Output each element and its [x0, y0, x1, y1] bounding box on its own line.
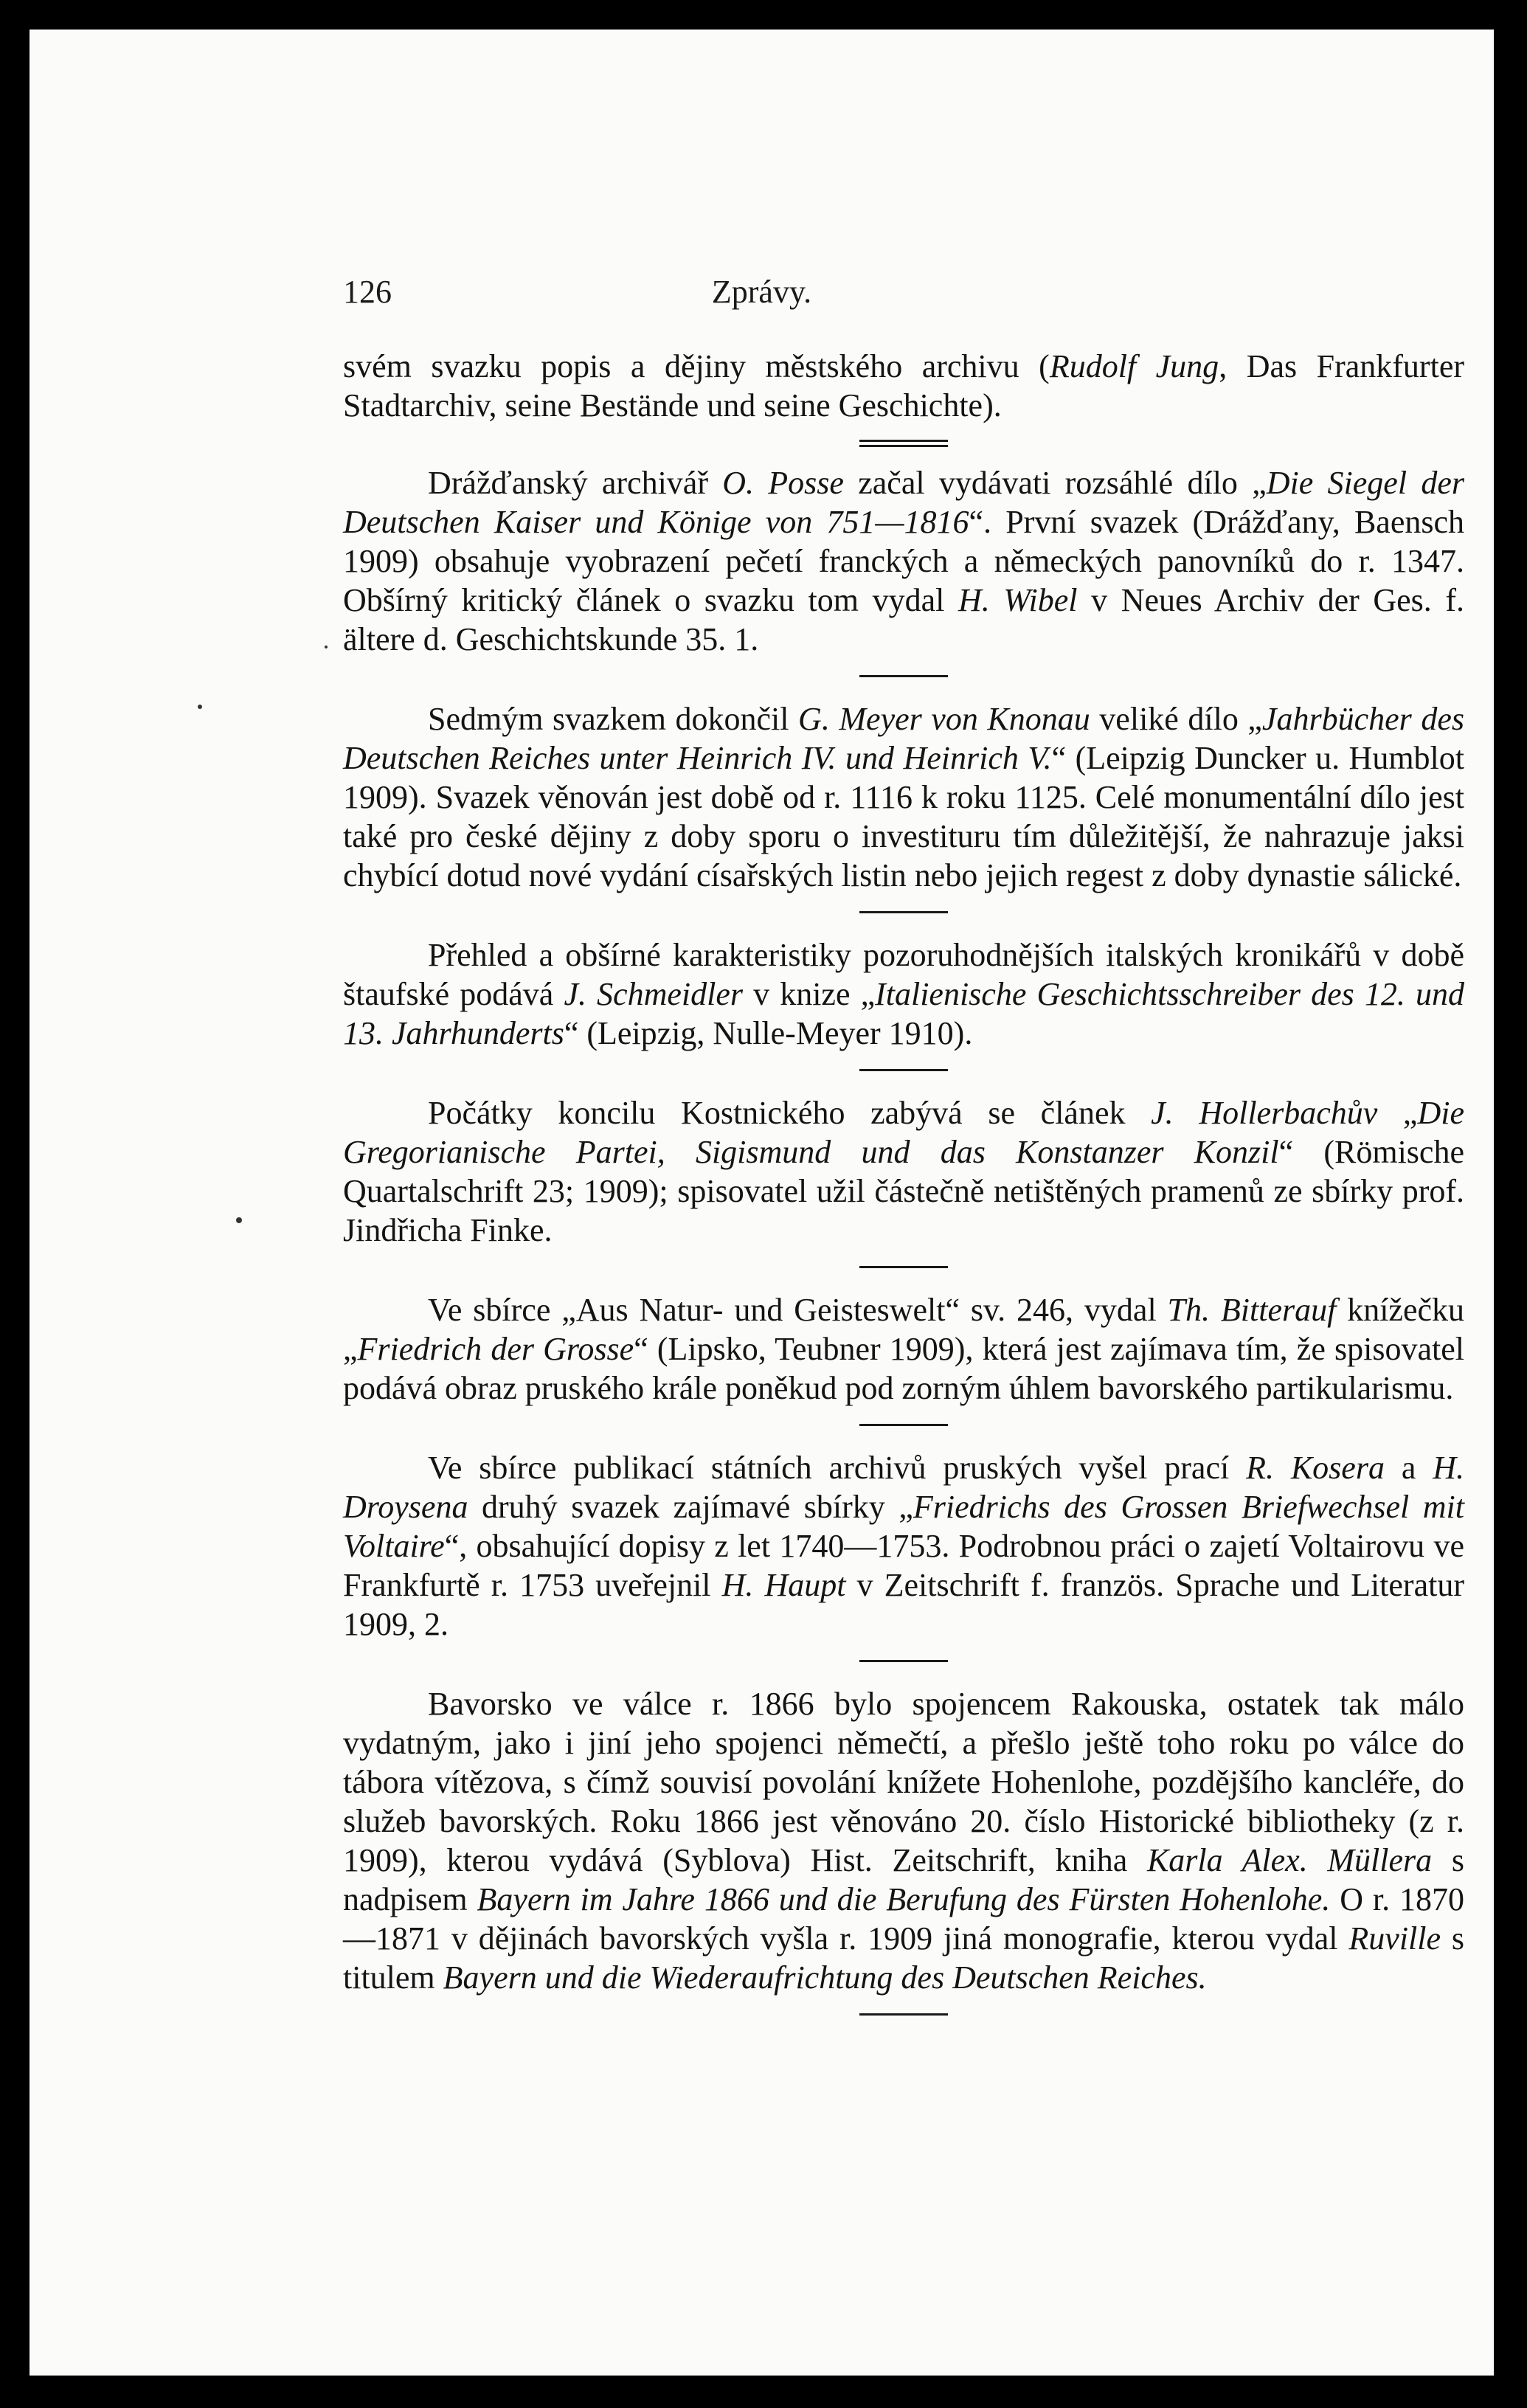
- rule-divider: [859, 1069, 948, 1071]
- text-run: druhý svazek zajímavé sbírky „: [468, 1489, 913, 1525]
- book-title: Bayern im Jahre 1866 und die Berufung des Fürsten Hohenlohe.: [477, 1881, 1331, 1917]
- paragraph-friedrich-der-grosse: [343, 1290, 1464, 1408]
- text-run: “. První svazek (Drážďany, Baensch 1909) obsahuje vyobrazení pečetí franckých a německých panovníků do r. 1347. Obšírný kritický článek o svazku tom vydal: [343, 504, 1465, 618]
- text-run: a: [1384, 1450, 1433, 1486]
- text-run: Počátky koncilu Kostnického zabývá se článek: [428, 1095, 1152, 1131]
- author-name: J. Schmeidler: [564, 976, 743, 1012]
- rule-divider: [859, 2013, 948, 2016]
- text-run: Ve sbírce „Aus Natur- und Geisteswelt“ sv. 246, vydal: [428, 1292, 1168, 1328]
- text-run: O r. 1870—1871 v dějinách bavorských vyšla r. 1909 jiná monografie, kterou vydal: [343, 1881, 1465, 1957]
- text-run: Ve sbírce publikací státních archivů pruských vyšel prací: [428, 1450, 1247, 1486]
- book-title: Friedrichs des Grossen Briefwechsel mit Voltaire: [343, 1489, 1464, 1564]
- text-run: Bavorsko ve válce r. 1866 bylo spojencem Rakouska, ostatek tak málo vydatným, jako i jiní jeho spojenci němečtí, a přešlo ještě toho roku po válce do tábora vítězova, s čímž souvisí povolání knížete Hohenlohe, pozdějšího kancléře, do služeb bavorských. Roku 1866 jest věnováno 20. číslo Historické bibliotheky (z r. 1909), kterou vydává (Syblova) Hist. Zeitschrift, kniha: [343, 1686, 1464, 1878]
- author-name: G. Meyer von Knonau: [798, 701, 1090, 737]
- author-name: Karla Alex. Müllera: [1146, 1842, 1433, 1878]
- paragraph-voltaire-correspondence: [343, 1448, 1464, 1644]
- scan-speck: [236, 1217, 242, 1223]
- text-run: v Neues Archiv der Ges. f. ältere d. Geschichtskunde 35. 1.: [343, 582, 1465, 657]
- book-page: [30, 30, 1494, 2376]
- author-name: H. Droysena: [343, 1450, 1464, 1525]
- scan-speck: [198, 705, 202, 709]
- text-run: “ (Lipsko, Teubner 1909), která jest zajímava tím, že spisovatel podává obraz pruského krále poněkud pod zorným úhlem bavorského partikularismu.: [343, 1331, 1464, 1406]
- rule-divider: [859, 1660, 948, 1662]
- rule-divider: [859, 1424, 948, 1426]
- text-run: Sedmým svazkem dokončil: [428, 701, 799, 737]
- author-name: J. Hollerbachův: [1151, 1095, 1378, 1131]
- rule-divider: [859, 1266, 948, 1268]
- article-title: Die Gregorianische Partei, Sigismund und das Konstanzer Konzil: [343, 1095, 1464, 1170]
- author-name: R. Kosera: [1246, 1450, 1385, 1486]
- book-title: Jahrbücher des Deutschen Reiches unter Heinrich IV. und Heinrich V.: [343, 701, 1464, 776]
- author-name: H. Haupt: [721, 1567, 846, 1603]
- text-run: začal vydávati rozsáhlé dílo „: [843, 465, 1267, 501]
- text-run: veliké dílo „: [1090, 701, 1262, 737]
- text-run: svém svazku popis a dějiny městského archivu (: [343, 348, 1050, 384]
- text-run: Přehled a obšírné karakteristiky pozoruhodnějších italských kronikářů v době štaufské podává: [343, 937, 1464, 1012]
- text-run: “ (Leipzig, Nulle-Meyer 1910).: [564, 1015, 973, 1051]
- text-run: Drážďanský archivář: [428, 465, 723, 501]
- text-run: knížečku „: [343, 1292, 1465, 1367]
- author-name: H. Wibel: [958, 582, 1078, 618]
- paragraph-council-constance: [343, 1093, 1464, 1250]
- text-run: , Das Frankfurter Stadtarchiv, seine Bestände und seine Geschichte).: [343, 348, 1464, 423]
- text-run: “ (Römische Quartalschrift 23; 1909); spisovatel užil částečně netištěných pramenů ze sbírky prof. Jindřicha Finke.: [343, 1134, 1464, 1248]
- author-name: Rudolf Jung: [1049, 348, 1219, 384]
- text-column: [343, 347, 1464, 2038]
- book-title: Die Siegel der Deutschen Kaiser und Könige von 751—1816: [343, 465, 1464, 540]
- paragraph-bavaria-1866: [343, 1684, 1464, 1997]
- book-title: Italienische Geschichtsschreiber des 12. und 13. Jahrhunderts: [343, 976, 1464, 1051]
- page-number: 126: [343, 274, 392, 310]
- running-title: Zprávy.: [711, 274, 812, 310]
- double-rule-divider: [859, 440, 948, 447]
- scan-speck: [325, 646, 328, 648]
- author-name: Th. Bitterauf: [1167, 1292, 1337, 1328]
- book-title: Friedrich der Grosse: [357, 1331, 634, 1367]
- text-run: s nadpisem: [343, 1842, 1464, 1917]
- scan-border-right: [1494, 0, 1527, 2408]
- rule-divider: [859, 675, 948, 677]
- author-name: O. Posse: [722, 465, 844, 501]
- author-name: Ruville: [1348, 1920, 1441, 1957]
- rule-divider: [859, 911, 948, 913]
- text-run: s titulem: [343, 1920, 1464, 1996]
- paragraph-italian-chroniclers: [343, 935, 1464, 1053]
- text-run: “, obsahující dopisy z let 1740—1753. Podrobnou práci o zajetí Voltairovu ve Frankfurtě r. 1753 uveřejnil: [343, 1528, 1464, 1603]
- paragraph-dresden-seals: [343, 463, 1464, 659]
- paragraph-frankfurt-archive: [343, 347, 1464, 425]
- book-title: Bayern und die Wiederaufrichtung des Deutschen Reiches.: [443, 1959, 1207, 1996]
- paragraph-jahrbucher: [343, 699, 1464, 895]
- text-run: v Zeitschrift f. französ. Sprache und Literatur 1909, 2.: [343, 1567, 1464, 1642]
- page-header: [30, 273, 1494, 317]
- text-run: “ (Leipzig Duncker u. Humblot 1909). Svazek věnován jest době od r. 1116 k roku 1125. Celé monumentální dílo jest také pro české dějiny z doby sporu o investituru tím důležitější, že nahrazuje jaksi chybící dotud nové vydání císařských listin nebo jejich regest z doby dynastie sálické.: [343, 740, 1464, 893]
- text-run: „: [1377, 1095, 1418, 1131]
- text-run: v knize „: [743, 976, 876, 1012]
